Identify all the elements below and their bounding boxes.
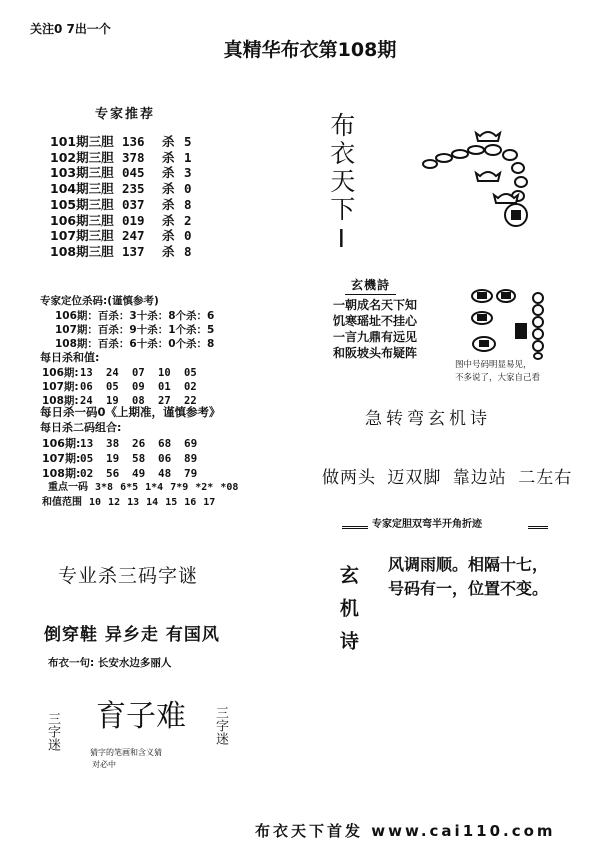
value: 48 (158, 467, 172, 480)
value: 05 (106, 381, 119, 393)
coins-illustration-2 (468, 288, 556, 360)
sum-kill-row (42, 380, 210, 394)
key-code-label: 重点一码 (48, 482, 88, 493)
expert-picks: 247 (122, 228, 145, 244)
value: 68 (158, 437, 172, 450)
value: 05 (184, 367, 197, 379)
value: 27 (158, 395, 171, 407)
sum-range-value: 10 (89, 497, 102, 508)
expert-period: 106期三胆 (50, 212, 114, 228)
sum-range-value: 17 (203, 497, 216, 508)
value: 24 (106, 367, 119, 379)
expert-picks: 235 (122, 181, 145, 197)
expert-period: 108期三胆 (50, 243, 114, 259)
position-kill-row: 106期：百杀：3十杀：8个杀：6 (55, 310, 215, 322)
value: 49 (132, 467, 146, 480)
value: 19 (106, 395, 119, 407)
key-code-value: 3*8 (95, 482, 114, 493)
period-label: 107期: (42, 452, 81, 465)
value: 38 (106, 437, 120, 450)
mystic-poem-line: 一朝成名天下知 (333, 298, 418, 312)
expert-kill: 0 (184, 181, 192, 197)
value: 08 (132, 395, 145, 407)
key-code-value: 7*9 (170, 482, 189, 493)
expert-kill: 3 (184, 165, 192, 181)
expert-picks: 045 (122, 165, 145, 181)
divider (528, 526, 548, 529)
expert-period: 103期三胆 (50, 165, 114, 181)
sum-range-value: 13 (127, 497, 140, 508)
expert-picks: 137 (122, 243, 145, 259)
expert-kill: 8 (184, 243, 192, 259)
expert-kill-label: 杀 (162, 196, 175, 212)
mystic-poem-heading: 玄機詩 (345, 279, 396, 295)
value: 05 (80, 452, 94, 465)
expert-kill: 1 (184, 149, 192, 165)
expert-pick-line: 风调雨顺。相隔十七， (388, 555, 549, 574)
sum-range-value: 14 (146, 497, 159, 508)
value: 26 (132, 437, 146, 450)
coins-illustration (418, 128, 558, 233)
sum-range-value: 12 (108, 497, 121, 508)
turn-poem-clue: 做两头 迈双脚 靠边站 二左右 (322, 468, 573, 488)
key-code-value: 6*5 (120, 482, 139, 493)
sum-range-line (42, 497, 215, 509)
one-kill-line: 每日杀一码0《上期准，谨慎参考》 (40, 405, 221, 419)
position-kill-row: 107期：百杀：9十杀：1个杀：5 (55, 324, 215, 336)
sum-range-value: 16 (184, 497, 197, 508)
mystic-poem-line: 和阪坡头布疑阵 (333, 346, 418, 360)
expert-kill: 0 (184, 228, 192, 244)
expert-kill-label: 杀 (162, 243, 175, 259)
sum-range-label: 和值范围 (42, 497, 82, 508)
pair-kill-row (42, 451, 210, 466)
value: 02 (80, 467, 94, 480)
riddle-clue: 倒穿鞋 异乡走 有国风 (44, 625, 220, 645)
value: 79 (184, 467, 198, 480)
pair-kill-heading: 每日杀二码组合: (40, 421, 122, 434)
value: 89 (184, 452, 198, 465)
period-label: 108期: (42, 395, 79, 407)
turn-poem-heading: 急转弯玄机诗 (365, 409, 491, 429)
divider (342, 526, 368, 529)
value: 01 (158, 381, 171, 393)
position-kill-row: 108期：百杀：6十杀：0个杀：8 (55, 338, 215, 350)
value: 07 (132, 367, 145, 379)
expert-pick-line: 号码有一，位置不变。 (388, 579, 549, 598)
value: 13 (80, 367, 93, 379)
value: 24 (80, 395, 93, 407)
sum-kill-row (42, 366, 210, 380)
expert-picks: 378 (122, 149, 145, 165)
riddle-hint: 猜字的笔画和含义猜 (90, 748, 162, 757)
expert-period: 104期三胆 (50, 181, 114, 197)
expert-row (50, 244, 192, 260)
value: 02 (184, 381, 197, 393)
expert-kill-label: 杀 (162, 134, 175, 149)
value: 56 (106, 467, 120, 480)
riddle-tag-right: 三字迷 (212, 706, 228, 745)
value: 06 (158, 452, 172, 465)
expert-pick-heading: 专家定胆双弯半开角折迹 (372, 519, 482, 530)
value: 10 (158, 367, 171, 379)
mystic-poem-line: 一言九鼎有远见 (333, 330, 418, 344)
expert-row (50, 134, 192, 150)
riddle-word: 育子难 (96, 699, 186, 734)
expert-kill: 2 (184, 212, 192, 228)
position-kill-heading: 专家定位杀码:(谨慎参考) (40, 295, 159, 307)
expert-row (50, 165, 192, 181)
expert-pick-tag: 玄机诗 (336, 565, 359, 664)
expert-row (50, 228, 192, 244)
page-title: 真精华布衣第108期 (223, 39, 397, 61)
expert-kill-label: 杀 (162, 165, 175, 181)
sum-kill-heading: 每日杀和值: (40, 351, 100, 364)
pair-kill-row (42, 436, 210, 451)
expert-row (50, 181, 192, 197)
expert-kill: 8 (184, 196, 192, 212)
value: 13 (80, 437, 94, 450)
expert-picks: 019 (122, 212, 145, 228)
expert-kill-label: 杀 (162, 181, 175, 197)
expert-row (50, 150, 192, 166)
value: 06 (80, 381, 93, 393)
expert-period: 107期三胆 (50, 228, 114, 244)
illustration-note: 不多说了，大家自己看 (455, 373, 541, 383)
period-label: 107期: (42, 381, 79, 393)
expert-kill: 5 (184, 134, 192, 149)
sum-range-value: 15 (165, 497, 178, 508)
key-code-value: 1*4 (145, 482, 164, 493)
expert-period: 105期三胆 (50, 196, 114, 212)
expert-picks: 037 (122, 196, 145, 212)
expert-heading: 专家推荐 (95, 107, 156, 122)
expert-row (50, 197, 192, 213)
brand-vertical: 布衣天下I (326, 112, 356, 256)
expert-kill-label: 杀 (162, 149, 175, 165)
value: 09 (132, 381, 145, 393)
value: 22 (184, 395, 197, 407)
illustration-note: 图中号码明显易见， (455, 360, 532, 370)
key-code-value: *2* (195, 482, 214, 493)
value: 19 (106, 452, 120, 465)
riddle-hint: 对必中 (92, 760, 116, 769)
riddle-heading: 专业杀三码字谜 (58, 565, 199, 587)
period-label: 108期: (42, 467, 81, 480)
key-code-value: *08 (220, 482, 239, 493)
pair-kill-row (42, 466, 210, 481)
key-code-line (48, 482, 238, 494)
expert-row (50, 213, 192, 229)
riddle-tag-left: 三字迷 (44, 712, 60, 751)
expert-picks: 136 (122, 134, 145, 149)
expert-period: 102期三胆 (50, 149, 114, 165)
period-label: 106期: (42, 437, 81, 450)
expert-kill-label: 杀 (162, 228, 175, 244)
value: 58 (132, 452, 146, 465)
expert-period: 101期三胆 (50, 134, 114, 149)
riddle-saying: 布衣一句: 长安水边多丽人 (48, 657, 172, 669)
expert-kill-label: 杀 (162, 212, 175, 228)
footer-text: 布衣天下首发 www.cai110.com (255, 822, 556, 840)
value: 69 (184, 437, 198, 450)
mystic-poem-line: 饥寒瑶址不挂心 (333, 314, 418, 328)
follow-note: 关注0 7出一个 (30, 22, 111, 36)
period-label: 106期: (42, 367, 79, 379)
